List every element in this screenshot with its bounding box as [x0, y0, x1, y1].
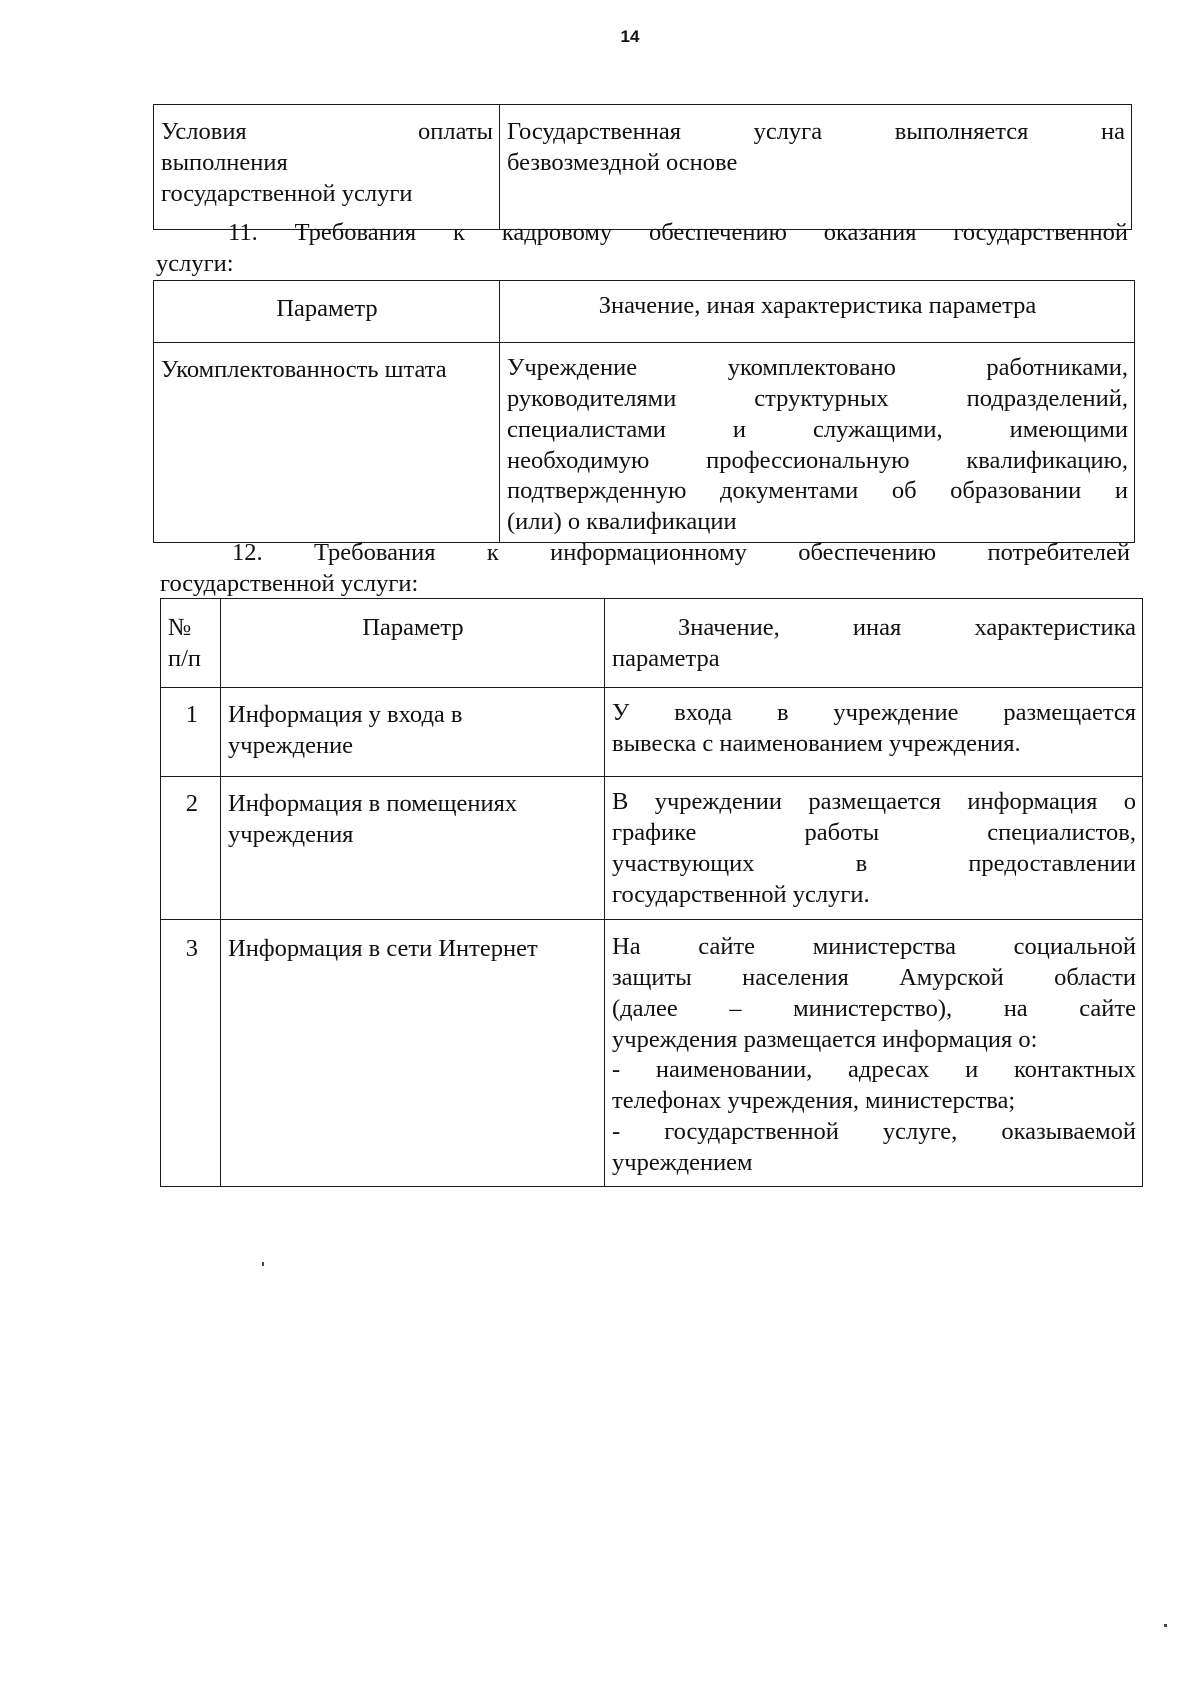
info-header-param: Параметр [221, 599, 605, 688]
info-value-line: телефонах учреждения, министерства; [612, 1087, 1016, 1115]
info-row-value [605, 688, 1143, 777]
info-row-num: 2 [161, 777, 221, 920]
staffing-table [153, 280, 1135, 543]
table-row [161, 688, 1143, 777]
info-value-line: На сайте министерства социальной [612, 933, 1136, 960]
section-12-heading [160, 538, 1130, 600]
info-value-line: учреждения размещается информация о: [612, 1025, 1038, 1053]
payment-value-line1: Государственная услуга выполняется на [507, 118, 1125, 145]
info-header-num-line2: п/п [168, 644, 202, 672]
payment-label-word2: оплаты [418, 118, 493, 145]
section-11-line2: услуги: [156, 249, 234, 277]
table-row [161, 920, 1143, 1187]
table-row [154, 343, 1135, 543]
info-header-num-line1: № [168, 614, 192, 641]
info-value-line: защиты населения Амурской области [612, 963, 1136, 991]
staff-row-value [500, 343, 1135, 543]
info-value-line: государственной услуги. [612, 880, 870, 908]
staff-value-line: специалистами и служащими, имеющими [507, 415, 1128, 443]
payment-label-line1 [161, 117, 493, 148]
payment-conditions-table [153, 104, 1132, 230]
section-11-line1: 11. Требования к кадровому обеспечению оказания государственной [228, 219, 1128, 246]
scan-speck [1164, 1624, 1167, 1627]
info-value-line: - государственной услуге, оказываемой [612, 1118, 1136, 1146]
info-param-line: учреждение [228, 731, 354, 759]
info-value-line: графике работы специалистов, [612, 818, 1136, 846]
info-param-line: Информация в сети Интернет [228, 935, 538, 962]
info-value-line: - наименовании, адресах и контактных [612, 1056, 1136, 1084]
payment-label-line3: государственной услуги [161, 179, 413, 207]
payment-value-cell [500, 105, 1132, 230]
staff-value-line: необходимую профессиональную квалификацию, [507, 446, 1128, 474]
section-12-line1: 12. Требования к информационному обеспечению потребителей [232, 539, 1130, 566]
info-param-line: Информация в помещениях [228, 790, 518, 817]
section-11-heading [156, 218, 1128, 280]
table-header-row [161, 599, 1143, 688]
info-value-line: учреждением [612, 1149, 753, 1177]
info-value-line: В учреждении размещается информация о [612, 788, 1136, 815]
scan-speck [262, 1262, 264, 1266]
info-header-num [161, 599, 221, 688]
info-row-value [605, 920, 1143, 1187]
info-value-line: участвующих в предоставлении [612, 849, 1136, 877]
section-12-line2: государственной услуги: [160, 569, 419, 597]
staff-value-line: подтвержденную документами об образовании и [507, 477, 1128, 505]
info-param-line: Информация у входа в [228, 701, 463, 728]
info-row-param [221, 777, 605, 920]
info-value-line: (далее – министерство), на сайте [612, 994, 1136, 1022]
info-param-line: учреждения [228, 820, 354, 848]
payment-label-line2: выполнения [161, 148, 288, 176]
payment-value-line2: безвозмездной основе [507, 148, 738, 176]
info-header-value-line1: Значение, иная характеристика [678, 614, 1136, 641]
staff-value-line: руководителями структурных подразделений, [507, 384, 1128, 412]
info-row-num: 1 [161, 688, 221, 777]
staff-value-line: Учреждение укомплектовано работниками, [507, 354, 1128, 381]
payment-label-cell [154, 105, 500, 230]
info-value-line: вывеска с наименованием учреждения. [612, 729, 1021, 757]
staff-header-param: Параметр [154, 281, 500, 343]
payment-label-word1: Условия [161, 118, 247, 145]
staff-header-value: Значение, иная характеристика параметра [500, 281, 1135, 343]
staff-row-param: Укомплектованность штата [154, 343, 500, 543]
info-row-param [221, 688, 605, 777]
info-row-value [605, 777, 1143, 920]
table-row [161, 777, 1143, 920]
info-row-param [221, 920, 605, 1187]
table-row [154, 105, 1132, 230]
info-header-value [605, 599, 1143, 688]
information-table [160, 598, 1143, 1187]
table-header-row [154, 281, 1135, 343]
info-row-num: 3 [161, 920, 221, 1187]
info-header-value-line2: параметра [612, 644, 720, 672]
page-number: 14 [620, 27, 640, 46]
info-value-line: У входа в учреждение размещается [612, 699, 1136, 726]
staff-value-line: (или) о квалификации [507, 508, 737, 536]
